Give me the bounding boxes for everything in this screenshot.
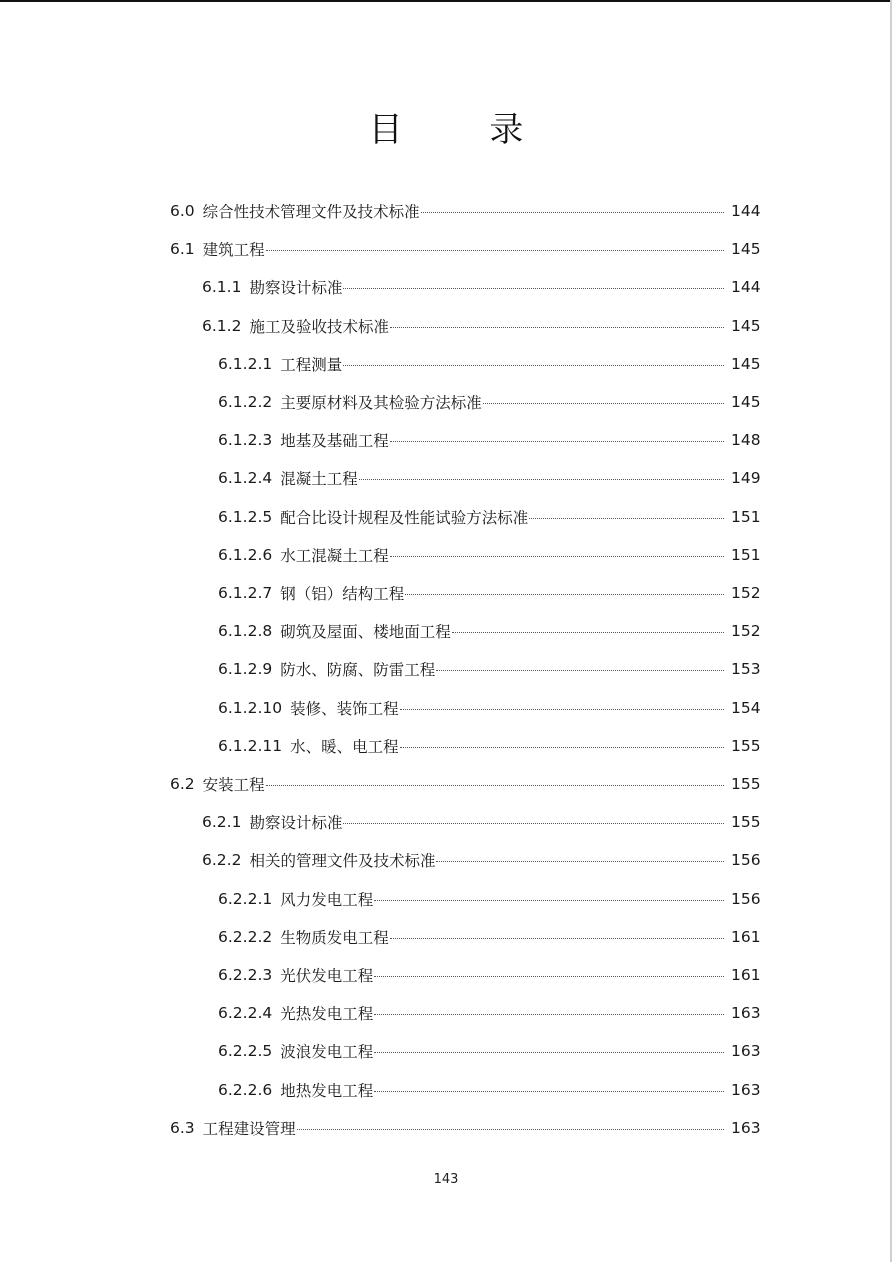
toc-entry[interactable] (218, 880, 761, 918)
toc-entry-number: 6.1.2 (202, 316, 242, 335)
page-title: 目 录 (368, 110, 562, 150)
toc-dot-leader (400, 747, 724, 748)
toc-entry-number: 6.2.1 (202, 813, 242, 832)
toc-entry-title: 主要原材料及其检验方法标准 (280, 394, 482, 412)
toc-entry-number: 6.1.2.2 (218, 393, 273, 411)
toc-entry-page: 155 (731, 813, 761, 832)
toc-entry-page: 163 (731, 1004, 761, 1023)
toc-entry[interactable] (218, 421, 761, 459)
toc-entry-page: 145 (731, 240, 761, 259)
toc-entry-number: 6.1.2.7 (218, 584, 273, 602)
toc-entry[interactable] (218, 994, 761, 1032)
toc-entry[interactable] (218, 956, 761, 994)
toc-entry-number: 6.1.2.9 (218, 660, 273, 679)
toc-entry[interactable] (218, 918, 761, 956)
toc-entry-page: 163 (731, 1042, 761, 1061)
toc-entry-number: 6.2.2.1 (218, 889, 273, 908)
toc-dot-leader (374, 900, 724, 901)
toc-dot-leader (390, 441, 724, 442)
toc-entry-page: 145 (731, 354, 761, 373)
toc-entry-title: 勘察设计标准 (249, 814, 343, 833)
toc-entry-page: 155 (731, 775, 761, 793)
toc-entry-title: 风力发电工程 (280, 890, 374, 909)
toc-entry-title: 综合性技术管理文件及技术标准 (202, 203, 420, 221)
toc-entry-title: 施工及验收技术标准 (249, 317, 389, 336)
toc-entry[interactable] (170, 765, 761, 803)
toc-entry-page: 152 (731, 584, 761, 602)
toc-entry-number: 6.1 (170, 240, 195, 259)
toc-dot-leader (436, 670, 724, 671)
toc-entry-page: 154 (731, 698, 761, 717)
toc-entry-title: 水工混凝土工程 (280, 546, 389, 565)
toc-entry-page: 151 (731, 545, 761, 564)
toc-entry[interactable] (202, 841, 761, 879)
toc-dot-leader (421, 212, 724, 213)
toc-entry-title: 钢（铝）结构工程 (280, 585, 405, 603)
toc-entry-title: 波浪发电工程 (280, 1043, 374, 1062)
toc-entry-page: 156 (731, 889, 761, 908)
toc-entry[interactable] (202, 268, 761, 306)
toc-entry-page: 151 (731, 507, 761, 526)
toc-entry[interactable] (218, 383, 761, 421)
toc-entry[interactable] (218, 727, 761, 765)
toc-entry-number: 6.2.2.5 (218, 1042, 273, 1061)
page-top-border (0, 0, 892, 2)
toc-entry-page: 155 (731, 736, 761, 755)
toc-entry[interactable] (218, 574, 761, 612)
toc-entry-title: 工程建设管理 (202, 1119, 296, 1138)
toc-dot-leader (390, 938, 724, 939)
toc-dot-leader (266, 250, 724, 251)
toc-entry-page: 153 (731, 660, 761, 679)
toc-entry-page: 161 (731, 927, 761, 946)
toc-entry-page: 145 (731, 316, 761, 335)
toc-entry-title: 相关的管理文件及技术标准 (249, 852, 436, 871)
toc-dot-leader (436, 861, 724, 862)
toc-entry-title: 光热发电工程 (280, 1005, 374, 1024)
toc-entry[interactable] (218, 459, 761, 497)
toc-dot-leader (374, 1091, 724, 1092)
toc-entry-number: 6.3 (170, 1118, 195, 1137)
toc-entry[interactable] (218, 345, 761, 383)
toc-entry-title: 混凝土工程 (280, 470, 358, 489)
toc-entry-number: 6.1.2.8 (218, 622, 273, 641)
toc-entry[interactable] (218, 650, 761, 688)
toc-entry-page: 163 (731, 1080, 761, 1099)
toc-dot-leader (297, 1129, 724, 1130)
toc-entry-number: 6.2.2.2 (218, 927, 273, 946)
toc-entry[interactable] (218, 536, 761, 574)
toc-dot-leader (374, 976, 724, 977)
toc-dot-leader (452, 632, 724, 633)
toc-entry-title: 安装工程 (202, 776, 265, 794)
toc-entry-title: 工程测量 (280, 355, 343, 374)
toc-dot-leader (359, 479, 724, 480)
toc-entry-number: 6.1.2.5 (218, 507, 273, 526)
toc-entry-page: 163 (731, 1118, 761, 1137)
toc-entry[interactable] (218, 498, 761, 536)
toc-dot-leader (374, 1014, 724, 1015)
toc-entry-title: 建筑工程 (202, 241, 265, 260)
toc-entry-title: 砌筑及屋面、楼地面工程 (280, 623, 451, 642)
toc-entry-number: 6.2.2 (202, 851, 242, 870)
toc-entry-title: 地热发电工程 (280, 1081, 374, 1100)
toc-entry-page: 148 (731, 431, 761, 450)
toc-entry[interactable] (218, 689, 761, 727)
toc-entry-number: 6.1.2.11 (218, 736, 283, 755)
toc-entry-page: 149 (731, 469, 761, 488)
toc-dot-leader (529, 518, 724, 519)
toc-dot-leader (390, 327, 724, 328)
toc-entry-title: 光伏发电工程 (280, 967, 374, 985)
toc-entry-number: 6.2.2.6 (218, 1080, 273, 1099)
toc-dot-leader (400, 709, 724, 710)
toc-entry[interactable] (218, 1071, 761, 1109)
toc-dot-leader (343, 288, 724, 289)
toc-entry[interactable] (202, 803, 761, 841)
toc-entry-number: 6.1.2.10 (218, 698, 283, 717)
toc-entry-number: 6.0 (170, 202, 195, 220)
toc-entry-page: 152 (731, 622, 761, 641)
page-number: 143 (433, 1172, 459, 1187)
toc-entry-page: 144 (731, 202, 761, 220)
toc-entry-page: 145 (731, 393, 761, 411)
toc-entry-page: 161 (731, 966, 761, 984)
toc-entry-page: 144 (731, 278, 761, 297)
toc-entry-title: 勘察设计标准 (249, 279, 343, 298)
toc-entry-title: 水、暖、电工程 (290, 737, 399, 756)
toc-entry-title: 生物质发电工程 (280, 928, 389, 947)
toc-entry[interactable] (170, 230, 761, 268)
toc-entry-number: 6.1.1 (202, 278, 242, 297)
toc-dot-leader (374, 1052, 724, 1053)
toc-dot-leader (343, 365, 724, 366)
toc-entry-number: 6.1.2.6 (218, 545, 273, 564)
toc-entry-number: 6.2.2.3 (218, 966, 273, 984)
toc-dot-leader (390, 556, 724, 557)
toc-entry-title: 装修、装饰工程 (290, 699, 399, 718)
toc-dot-leader (405, 594, 724, 595)
toc-dot-leader (266, 785, 724, 786)
toc-entry-number: 6.1.2.1 (218, 354, 273, 373)
toc-entry[interactable] (170, 1109, 761, 1147)
toc-entry-page: 156 (731, 851, 761, 870)
toc-entry[interactable] (218, 1032, 761, 1070)
toc-entry-title: 防水、防腐、防雷工程 (280, 661, 436, 680)
toc-entry-number: 6.2 (170, 775, 195, 793)
toc-entry-title: 配合比设计规程及性能试验方法标准 (280, 508, 529, 527)
toc-entry[interactable] (170, 192, 761, 230)
toc-entry[interactable] (218, 612, 761, 650)
toc-dot-leader (483, 403, 724, 404)
toc-entry-number: 6.1.2.3 (218, 431, 273, 450)
toc-entry-title: 地基及基础工程 (280, 432, 389, 451)
toc-entry[interactable] (202, 307, 761, 345)
toc-entry-number: 6.1.2.4 (218, 469, 273, 488)
toc-dot-leader (343, 823, 724, 824)
toc-entry-number: 6.2.2.4 (218, 1004, 273, 1023)
